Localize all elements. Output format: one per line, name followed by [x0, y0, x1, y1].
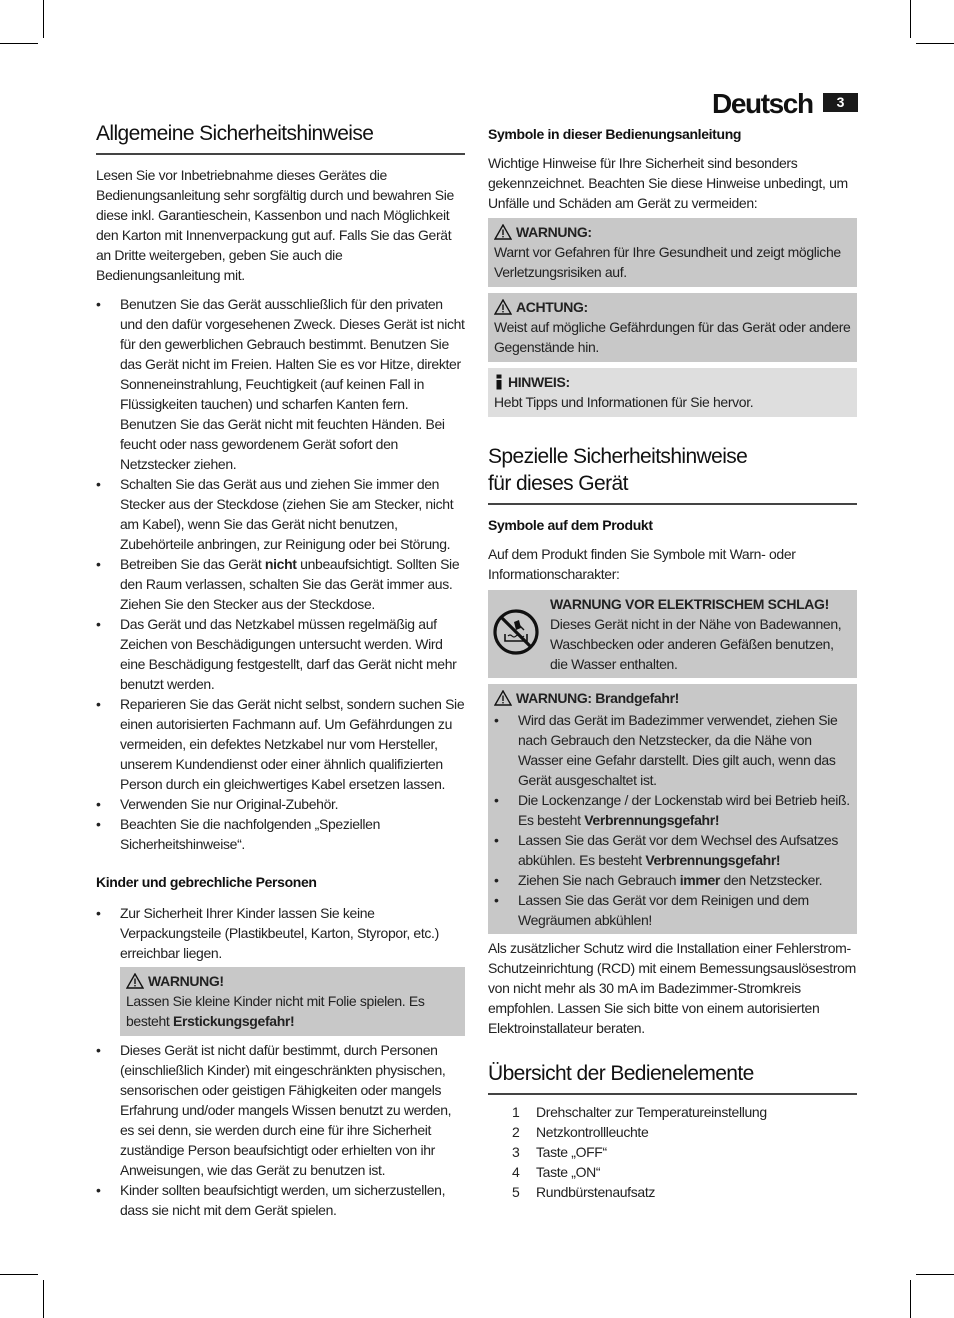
- list-item: • Benutzen Sie das Gerät ausschließlich für den privaten und den dafür vorgesehenen Zweck. Dieses Gerät ist nicht für den gewerblichen Gebrauch bestimmt. Benutzen Sie das Gerät nicht im Freien. Halten Sie es vor Hitze, direkter Sonneneinstrahlung, Feuchtigkeit (auf keinen Fall in Flüssigkeiten tauchen) und scharfen Kanten fern. Benutzen Sie das Gerät nicht mit feuchten Händen. Bei feucht oder nass gewordenem Gerät sofort den Netzstecker ziehen.: [96, 294, 465, 474]
- list-item: • Wird das Gerät im Badezimmer verwendet, ziehen Sie nach Gebrauch den Netzstecker, da die Nähe von Wasser eine Gefahr darstellt. Dies gilt auch, wenn das Gerät ausgeschaltet ist.: [494, 710, 851, 790]
- electric-shock-title: WARNUNG VOR ELEKTRISCHEM SCHLAG!: [550, 596, 829, 612]
- intro-paragraph: Lesen Sie vor Inbetriebnahme dieses Gerätes die Bedienungsanleitung sehr sorgfältig durch und bewahren Sie diese inkl. Garantieschein, Kassenbon und nach Möglichkeit den Karton mit Innenverpackung gut auf. Falls Sie das Gerät an Dritte weitergeben, geben Sie auch die Bedienungsanleitung mit.: [96, 167, 454, 283]
- list-item: • Lassen Sie das Gerät vor dem Wechsel des Aufsatzes abkühlen. Es besteht Verbrennungsgefahr!: [494, 830, 851, 870]
- caution-box: [488, 293, 857, 362]
- caution-text: Weist auf mögliche Gefährdungen für das Gerät oder andere Gegenstände hin.: [494, 319, 851, 355]
- list-item: • Die Lockenzange / der Lockenstab wird bei Betrieb heiß. Es besteht Verbrennungsgefahr!: [494, 790, 851, 830]
- list-item: • Beachten Sie die nachfolgenden „Speziellen Sicherheitshinweise“.: [96, 814, 465, 854]
- warning-box-children: [120, 967, 465, 1036]
- list-item: • Kinder sollten beaufsichtigt werden, um sicherzustellen, dass sie nicht mit dem Gerät spielen.: [96, 1180, 465, 1220]
- subheading-product-symbols: Symbole auf dem Produkt: [488, 517, 653, 533]
- fire-warning-box: [488, 684, 857, 934]
- list-item: • Lassen Sie das Gerät vor dem Reinigen und dem Wegräumen abkühlen!: [494, 890, 851, 930]
- left-column: [96, 120, 465, 1220]
- subheading-symbols-manual: Symbole in dieser Bedienungsanleitung: [488, 126, 742, 142]
- electric-shock-warning-box: [488, 590, 857, 678]
- rcd-paragraph: Als zusätzlicher Schutz wird die Installation einer Fehlerstrom-Schutzeinrichtung (RCD) mit einem Bemessungsauslösestrom von nicht mehr als 30 mA im Badezimmer-Stromkreis empfohlen. Lassen Sie sich bitte von einem autorisierten Elektroinstallateur beraten.: [488, 940, 856, 1036]
- warning-title: WARNUNG!: [126, 971, 459, 991]
- list-item: 3 Taste „OFF“: [512, 1144, 607, 1160]
- list-item: • Schalten Sie das Gerät aus und ziehen Sie immer den Stecker aus der Steckdose (ziehen Sie am Stecker, nicht am Kabel), wenn Sie das Gerät nicht benutzen, Zubehörteile anbringen, zur Reinigung oder bei Störung.: [96, 474, 465, 554]
- children-list: [96, 903, 465, 963]
- fire-warning-title: WARNUNG: Brandgefahr!: [516, 690, 679, 706]
- subheading-children: Kinder und gebrechliche Personen: [96, 874, 317, 890]
- info-icon: [494, 374, 504, 390]
- crop-mark: [0, 43, 38, 44]
- section-heading-special-safety: Spezielle Sicherheitshinweise für dieses Gerät: [488, 443, 857, 505]
- warning-box: [488, 218, 857, 287]
- list-item: • Zur Sicherheit Ihrer Kinder lassen Sie keine Verpackungsteile (Plastikbeutel, Karton, Styropor, etc.) erreichbar liegen.: [96, 903, 465, 963]
- warning-triangle-icon: [494, 690, 512, 706]
- warning-text: Lassen Sie kleine Kinder nicht mit Folie spielen. Es besteht Erstickungsgefahr!: [126, 993, 425, 1029]
- list-item: 4 Taste „ON“: [512, 1164, 601, 1180]
- section-heading-general-safety: Allgemeine Sicherheitshinweise: [96, 120, 465, 155]
- caution-title: ACHTUNG:: [516, 299, 588, 315]
- fire-warning-list: [494, 710, 851, 930]
- children-list-2: [96, 1040, 465, 1220]
- warning-triangle-icon: [494, 224, 512, 240]
- note-text: Hebt Tipps und Informationen für Sie hervor.: [494, 394, 754, 410]
- electric-shock-text: Dieses Gerät nicht in der Nähe von Badewannen, Waschbecken oder anderen Gefäßen benutzen, die Wasser enthalten.: [550, 616, 842, 672]
- list-item: • Das Gerät und das Netzkabel müssen regelmäßig auf Zeichen von Beschädigungen untersucht werden. Wird eine Beschädigung festgestellt, darf das Gerät nicht mehr benutzt werden.: [96, 614, 465, 694]
- page-language-title: Deutsch: [712, 88, 813, 119]
- crop-mark: [0, 1274, 38, 1275]
- page-number: 3: [823, 93, 858, 112]
- list-item: • Ziehen Sie nach Gebrauch immer den Netzstecker.: [494, 870, 851, 890]
- symbols-intro: Wichtige Hinweise für Ihre Sicherheit sind besonders gekennzeichnet. Beachten Sie diese Hinweise unbedingt, um Unfälle und Schäden am Gerät zu vermeiden:: [488, 155, 848, 211]
- note-title: HINWEIS:: [508, 374, 570, 390]
- section-heading-overview: Übersicht der Bedienelemente: [488, 1060, 857, 1095]
- warning-triangle-icon: [126, 973, 144, 989]
- list-item: • Dieses Gerät ist nicht dafür bestimmt, durch Personen (einschließlich Kinder) mit eingeschränkten physischen, sensorischen oder geistigen Fähigkeiten oder mangels Erfahrung und/oder mangels Wissen benutzt zu werden, es sei denn, sie werden durch eine für ihre Sicherheit zuständige Person beaufsichtigt oder erhielten von ihr Anweisungen, wie das Gerät zu benutzen ist.: [96, 1040, 465, 1180]
- product-symbols-intro: Auf dem Produkt finden Sie Symbole mit Warn- oder Informationscharakter:: [488, 546, 796, 582]
- crop-mark: [43, 1280, 44, 1318]
- controls-overview-list: [488, 1102, 857, 1202]
- safety-list: [96, 294, 465, 854]
- warning-text: Warnt vor Gefahren für Ihre Gesundheit und zeigt mögliche Verletzungsrisiken auf.: [494, 244, 841, 280]
- list-item: 5 Rundbürstenaufsatz: [512, 1184, 656, 1200]
- list-item: • Reparieren Sie das Gerät nicht selbst, sondern suchen Sie einen autorisierten Fachmann auf. Um Gefährdungen zu vermeiden, ein defektes Netzkabel nur vom Hersteller, unserem Kundendienst oder einer ähnlich qualifizierten Person durch ein gleichwertiges Kabel ersetzen lassen.: [96, 694, 465, 794]
- crop-mark: [916, 1274, 954, 1275]
- crop-mark: [910, 0, 911, 38]
- warning-title: WARNUNG:: [516, 224, 592, 240]
- list-item: 2 Netzkontrollleuchte: [512, 1124, 649, 1140]
- crop-mark: [910, 1280, 911, 1318]
- note-box: [488, 368, 857, 417]
- crop-mark: [43, 0, 44, 38]
- list-item: 1 Drehschalter zur Temperatureinstellung: [512, 1104, 767, 1120]
- warning-triangle-icon: [494, 299, 512, 315]
- no-water-bath-icon: [492, 608, 540, 656]
- list-item: • Betreiben Sie das Gerät nicht unbeaufsichtigt. Sollten Sie den Raum verlassen, schalten Sie das Gerät immer aus. Ziehen Sie den Stecker aus der Steckdose.: [96, 554, 465, 614]
- crop-mark: [916, 43, 954, 44]
- list-item: • Verwenden Sie nur Original-Zubehör.: [96, 794, 465, 814]
- right-column: [488, 124, 857, 1202]
